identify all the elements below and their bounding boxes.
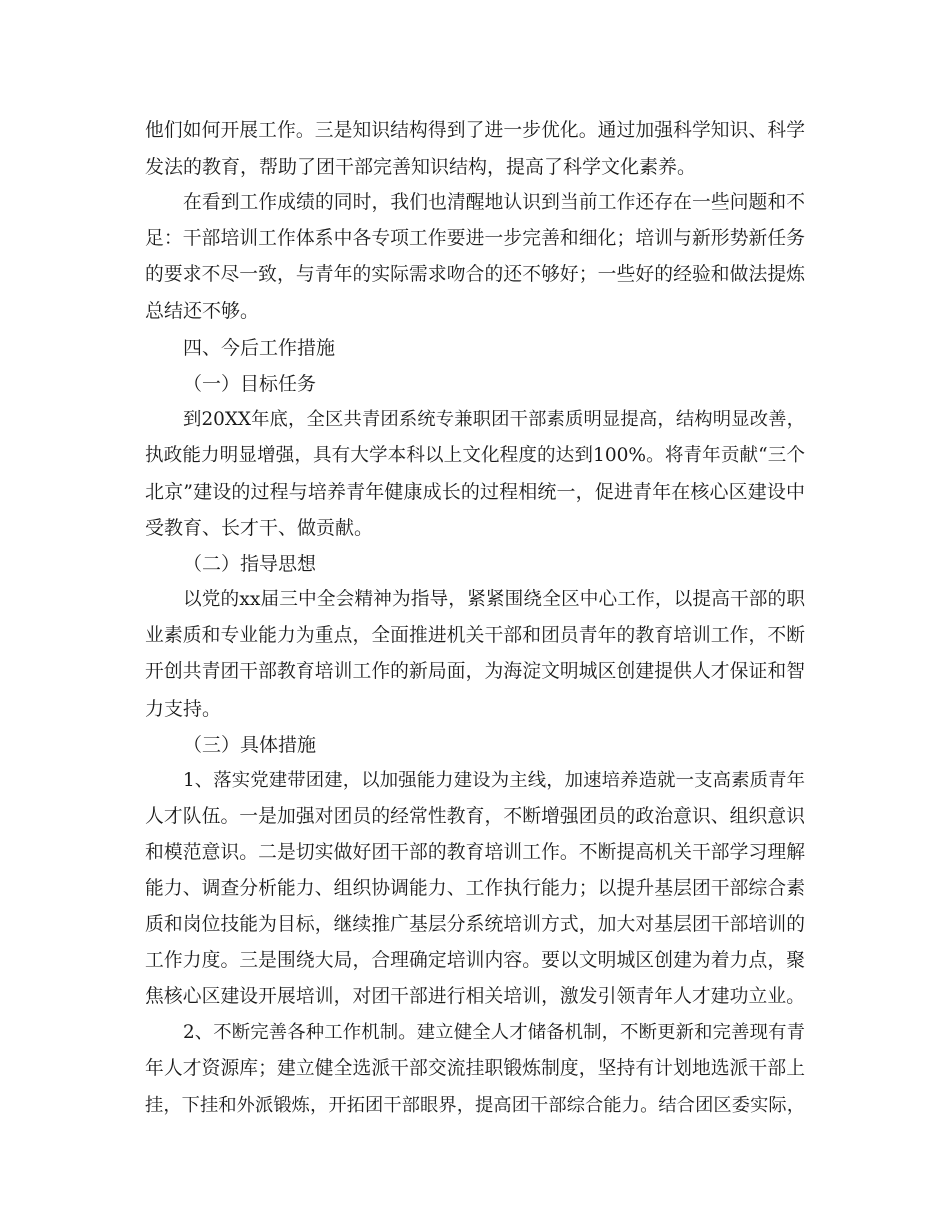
text-line: 总结还不够。 [145, 300, 260, 323]
text-line: （三）具体措施 [183, 733, 317, 756]
text-line: 四、今后工作措施 [183, 336, 336, 359]
text-line: 焦核心区建设开展培训，对团干部进行相关培训，激发引领青年人才建功立业。 [145, 986, 805, 1008]
text-line: 质和岗位技能为目标，继续推广基层分系统培训方式，加大对基层团干部培训的 [145, 914, 805, 936]
text-line: 和模范意识。二是切实做好团干部的教育培训工作。不断提高机关干部学习理解 [145, 841, 805, 863]
text-line: 以党的xx届三中全会精神为指导，紧紧围绕全区中心工作，以提高干部的职 [183, 589, 805, 611]
text-line: 执政能力明显增强，具有大学本科以上文化程度的达到100%。将青年贡献“三个 [145, 444, 805, 466]
text-line: 北京”建设的过程与培养青年健康成长的过程相统一，促进青年在核心区建设中 [145, 480, 805, 503]
text-line: 他们如何开展工作。三是知识结构得到了进一步优化。通过加强科学知识、科学 [145, 120, 805, 141]
text-line: 足：干部培训工作体系中各专项工作要进一步完善和细化；培训与新形势新任务 [145, 228, 805, 250]
text-line: 能力、调查分析能力、组织协调能力、工作执行能力；以提升基层团干部综合素 [145, 877, 805, 899]
text-line: 发法的教育，帮助了团干部完善知识结构，提高了科学文化素养。 [145, 156, 697, 179]
text-line: 开创共青团干部教育培训工作的新局面，为海淀文明城区创建提供人才保证和智 [145, 661, 805, 683]
text-line: 到20XX年底，全区共青团系统专兼职团干部素质明显提高，结构明显改善， [183, 408, 805, 430]
text-line: 2、不断完善各种工作机制。建立健全人才储备机制，不断更新和完善现有青 [183, 1022, 805, 1044]
text-line: 人才队伍。一是加强对团员的经常性教育，不断增强团员的政治意识、组织意识 [145, 805, 805, 827]
text-line: 1、落实党建带团建，以加强能力建设为主线，加速培养造就一支高素质青年 [183, 769, 805, 791]
text-line: 的要求不尽一致，与青年的实际需求吻合的还不够好；一些好的经验和做法提炼 [145, 264, 805, 286]
text-line: （一）目标任务 [183, 372, 317, 395]
text-line: 受教育、长才干、做贡献。 [145, 517, 374, 540]
document-body [145, 113, 805, 1124]
text-line: 业素质和专业能力为重点，全面推进机关干部和团员青年的教育培训工作，不断 [145, 625, 805, 647]
text-line: 年人才资源库；建立健全选派干部交流挂职锻炼制度，坚持有计划地选派干部上 [145, 1058, 805, 1080]
text-line: 工作力度。三是围绕大局，合理确定培训内容。要以文明城区创建为着力点，聚 [145, 950, 805, 972]
text-line: 力支持。 [145, 697, 222, 720]
text-line: （二）指导思想 [183, 553, 317, 576]
text-line: 挂，下挂和外派锻炼，开拓团干部眼界，提高团干部综合能力。结合团区委实际， [145, 1094, 805, 1116]
text-line: 在看到工作成绩的同时，我们也清醒地认识到当前工作还存在一些问题和不 [183, 192, 805, 214]
